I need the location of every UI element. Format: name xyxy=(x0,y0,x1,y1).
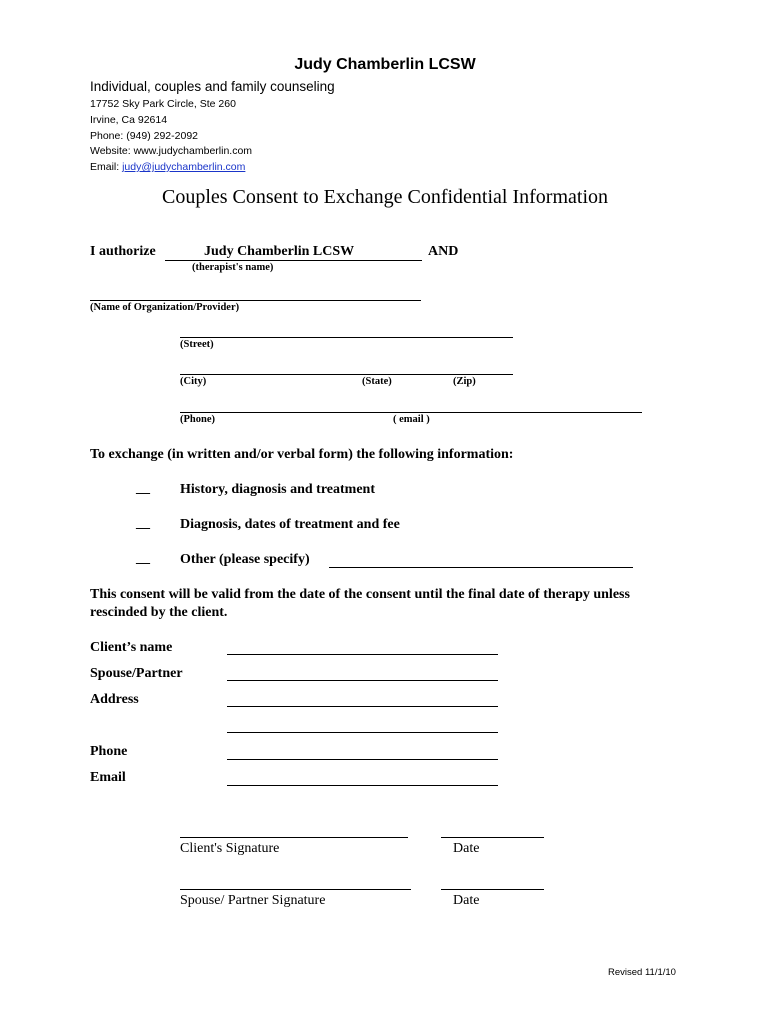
practice-website: Website: www.judychamberlin.com xyxy=(90,145,253,157)
other-specify-line[interactable] xyxy=(329,567,633,568)
practice-tagline: Individual, couples and family counseling xyxy=(90,79,335,94)
form-title: Couples Consent to Exchange Confidential Information xyxy=(161,186,609,208)
validity-line-2: rescinded by the client. xyxy=(90,605,228,620)
clients-name-field[interactable] xyxy=(227,654,498,655)
spouse-date-label: Date xyxy=(453,893,480,908)
option-checkbox-other[interactable]: __ xyxy=(136,551,150,566)
provider-phone-line[interactable] xyxy=(180,412,334,413)
org-line[interactable] xyxy=(90,300,421,301)
state-caption: (State) xyxy=(362,376,392,387)
address-city: Irvine, Ca 92614 xyxy=(90,114,168,126)
option-label-diagnosis: Diagnosis, dates of treatment and fee xyxy=(180,517,400,532)
street-line[interactable] xyxy=(180,337,513,338)
therapist-name-value[interactable]: Judy Chamberlin LCSW xyxy=(204,244,355,259)
spouse-signature-label: Spouse/ Partner Signature xyxy=(180,893,326,908)
city-state-zip-line[interactable] xyxy=(180,374,513,375)
authorize-label: I authorize xyxy=(90,244,156,259)
practice-phone: Phone: (949) 292-2092 xyxy=(90,130,198,142)
revised-note: Revised 11/1/10 xyxy=(608,967,676,978)
spouse-partner-field[interactable] xyxy=(227,680,498,681)
exchange-text: To exchange (in written and/or verbal form) the following information: xyxy=(90,447,514,462)
clients-name-label: Client’s name xyxy=(90,640,173,655)
phone-field[interactable] xyxy=(227,759,498,760)
street-caption: (Street) xyxy=(180,339,214,350)
spouse-signature-line[interactable] xyxy=(180,889,411,890)
option-checkbox-history[interactable]: __ xyxy=(136,481,150,496)
address-label: Address xyxy=(90,692,139,707)
address-field-2[interactable] xyxy=(227,732,498,733)
email-field[interactable] xyxy=(227,785,498,786)
practice-email xyxy=(90,161,245,173)
provider-email-line[interactable] xyxy=(332,412,642,413)
option-label-other: Other (please specify) xyxy=(180,552,310,567)
phone-label: Phone xyxy=(90,744,128,759)
city-caption: (City) xyxy=(180,376,207,387)
practice-name: Judy Chamberlin LCSW xyxy=(294,56,476,73)
zip-caption: (Zip) xyxy=(453,376,476,387)
option-label-history: History, diagnosis and treatment xyxy=(180,482,375,497)
validity-line-1: This consent will be valid from the date of the consent until the final date of therapy unless xyxy=(90,587,630,602)
email-prefix: Email: xyxy=(90,161,123,173)
therapist-name-line xyxy=(165,260,422,261)
phone-caption: (Phone) xyxy=(180,414,215,425)
and-label: AND xyxy=(428,244,459,259)
therapist-caption: (therapist's name) xyxy=(192,262,274,273)
address-street: 17752 Sky Park Circle, Ste 260 xyxy=(90,98,236,110)
spouse-date-line[interactable] xyxy=(441,889,544,890)
email-link[interactable]: judy@judychamberlin.com xyxy=(122,161,246,173)
org-caption: (Name of Organization/Provider) xyxy=(90,302,240,313)
client-signature-line[interactable] xyxy=(180,837,408,838)
email-label: Email xyxy=(90,770,126,785)
client-date-line[interactable] xyxy=(441,837,544,838)
email-caption: ( email ) xyxy=(393,414,430,425)
option-checkbox-diagnosis[interactable]: __ xyxy=(136,516,150,531)
spouse-partner-label: Spouse/Partner xyxy=(90,666,183,681)
client-date-label: Date xyxy=(453,841,480,856)
address-field-1[interactable] xyxy=(227,706,498,707)
client-signature-label: Client's Signature xyxy=(180,841,280,856)
